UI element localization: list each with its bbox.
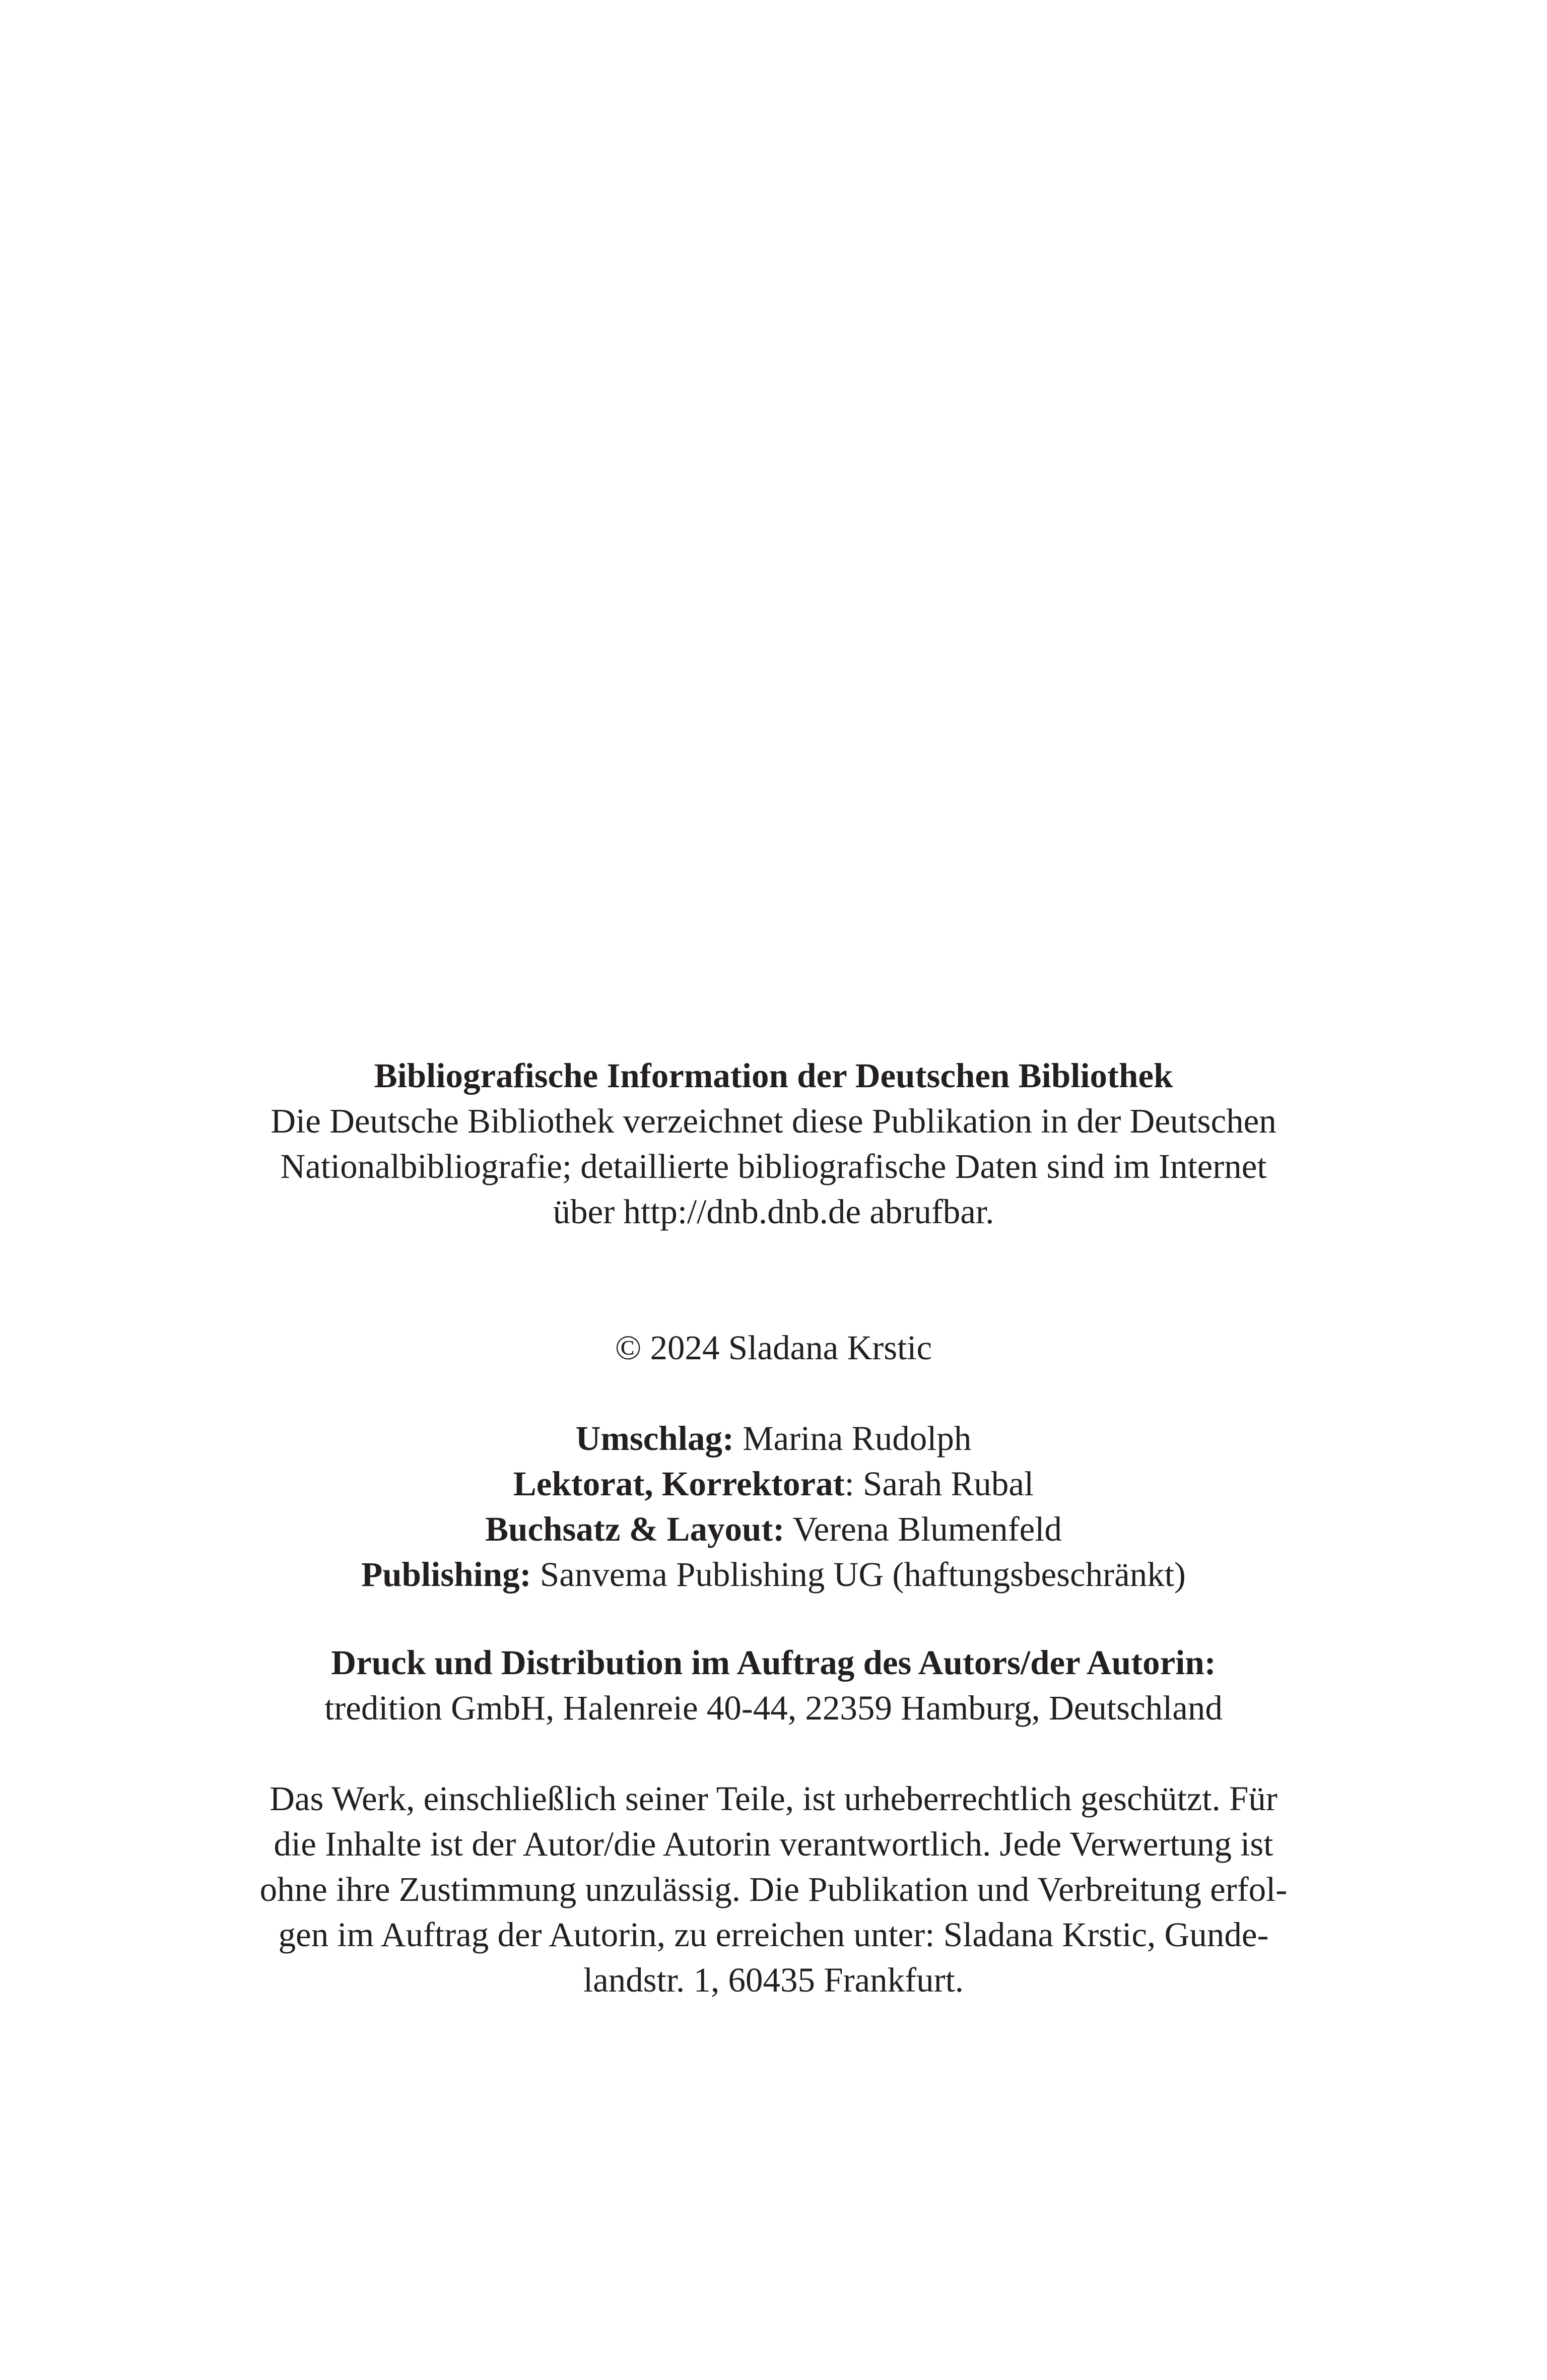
bibliographic-line: über http://dnb.dnb.de abrufbar. — [553, 1193, 994, 1231]
credit-value: : Sarah Rubal — [844, 1465, 1034, 1503]
legal-notice — [0, 1776, 1547, 2003]
printing-address: tredition GmbH, Halenreie 40-44, 22359 Hamburg, Deutschland — [324, 1689, 1223, 1727]
credit-label: Publishing: — [361, 1555, 531, 1594]
credit-value: Sanvema Publishing UG (haftungsbeschränkt) — [531, 1555, 1186, 1594]
credit-publishing — [0, 1552, 1547, 1597]
legal-line: die Inhalte ist der Autor/die Autorin verantwortlich. Jede Verwertung ist — [274, 1825, 1273, 1863]
credit-value: Verena Blumenfeld — [784, 1510, 1062, 1548]
credit-label: Lektorat, Korrektorat — [513, 1465, 845, 1503]
credit-editing — [0, 1461, 1547, 1506]
legal-line: ohne ihre Zustimmung unzulässig. Die Publikation und Verbreitung erfol- — [259, 1870, 1288, 1908]
legal-line: Das Werk, einschließlich seiner Teile, ist urheberrechtlich geschützt. Für — [270, 1779, 1277, 1818]
credit-typesetting — [0, 1506, 1547, 1552]
copyright-notice — [0, 1325, 1547, 1370]
copyright-line: © 2024 Sladana Krstic — [615, 1329, 932, 1367]
bibliographic-heading: Bibliografische Information der Deutschen Bibliothek — [374, 1056, 1173, 1095]
bibliographic-information — [0, 1053, 1547, 1234]
credit-value: Marina Rudolph — [733, 1419, 972, 1458]
legal-line: landstr. 1, 60435 Frankfurt. — [583, 1961, 964, 1999]
credit-label: Buchsatz & Layout: — [485, 1510, 785, 1548]
printing-heading: Druck und Distribution im Auftrag des Autors/der Autorin: — [331, 1643, 1216, 1682]
printing-distribution — [0, 1640, 1547, 1731]
credit-label: Umschlag: — [575, 1419, 734, 1458]
legal-line: gen im Auftrag der Autorin, zu erreichen unter: Sladana Krstic, Gunde- — [278, 1915, 1269, 1954]
bibliographic-line: Die Deutsche Bibliothek verzeichnet diese Publikation in der Deutschen — [271, 1102, 1276, 1140]
credit-cover — [0, 1416, 1547, 1461]
bibliographic-line: Nationalbibliografie; detaillierte bibliografische Daten sind im Internet — [280, 1147, 1267, 1185]
credits-list — [0, 1416, 1547, 1597]
